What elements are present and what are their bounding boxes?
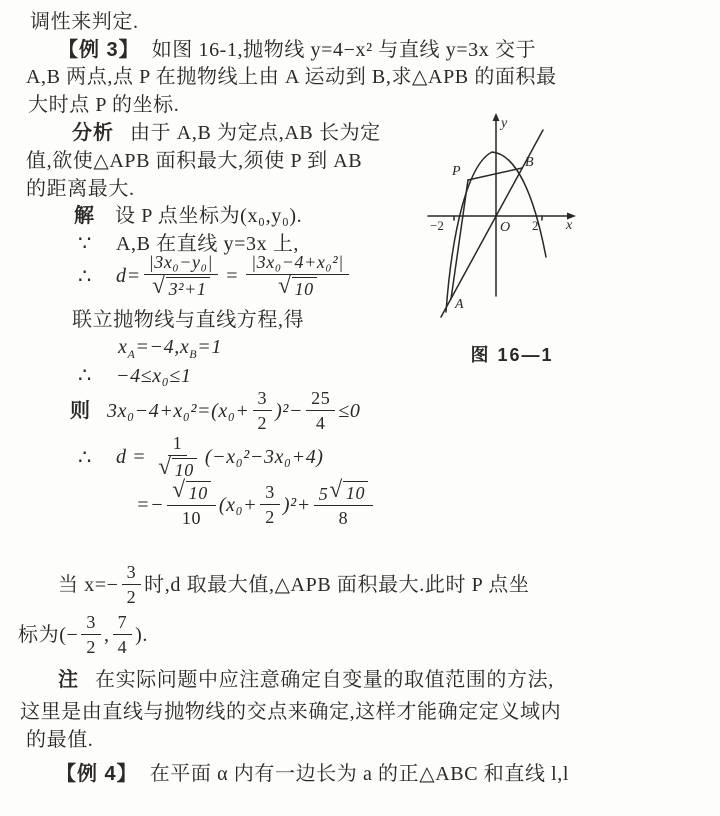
fraction: √ 10 10 [167, 481, 216, 529]
fraction: $\frac{7}{4}$ [113, 612, 133, 657]
example3-text1: 如图 16-1,抛物线 y=4−x² 与直线 y=3x 交于 [151, 39, 537, 61]
radical-sign: √ [278, 272, 292, 299]
therefore-symbol: ∴ [78, 445, 92, 469]
subscript-A: A [127, 347, 136, 361]
label-point-b: B [525, 155, 534, 170]
conclusion-line1: 当 x=− $\frac{3}{2}$ 时,d 取最大值,△APB 面积最大.此时 P 点坐 [58, 562, 530, 607]
analysis-line2: 值,欲使△APB 面积最大,须使 P 到 AB [26, 150, 363, 172]
equals-sign: = [225, 265, 240, 287]
fraction: 1 √ 10 [153, 433, 202, 481]
example3-line3: 大时点 P 的坐标. [28, 94, 180, 116]
fraction: $\frac{3}{2}$ [122, 562, 142, 607]
note-line3: 的最值. [26, 729, 94, 751]
figure-16-1 [424, 112, 600, 338]
radical-sign: √ [329, 476, 343, 503]
therefore-symbol: ∴ [78, 363, 92, 387]
example3-line2: A,B 两点,点 P 在抛物线上由 A 运动到 B,求△APB 的面积最 [26, 66, 557, 88]
fraction: |3x₀−4+x₀²| √ 10 [246, 252, 349, 300]
fraction: |3x₀−y₀| √ 3²+1 [144, 252, 218, 300]
radical-sign: √ [172, 476, 186, 503]
figure-caption: 图 16—1 [470, 345, 554, 365]
example4-label: 【例 4】 [56, 763, 138, 785]
analysis-line3: 的距离最大. [26, 178, 135, 200]
therefore-symbol: ∴ [78, 264, 92, 288]
conclusion-line2: 标为(− $\frac{3}{2}$ , $\frac{7}{4}$ ). [18, 612, 149, 657]
radical-sign: √ [152, 272, 166, 299]
ze-label: 则 [70, 400, 91, 422]
distance-lhs: d= [115, 265, 141, 287]
label-origin: O [500, 220, 511, 235]
solution-setup-line [74, 202, 302, 230]
analysis-label: 分析 [72, 122, 114, 144]
y-axis-arrow [493, 113, 500, 121]
intro-line: 调性来判定. [30, 11, 139, 33]
completing-square-line: 则 3x₀−4+x₀²=(x₀+ $\frac{3}{2}$ )²− $\frac{25}{4}$ ≤0 [70, 388, 361, 433]
example3-label: 【例 3】 [58, 39, 140, 61]
analysis-line1 [72, 119, 381, 147]
because-text: A,B 在直线 y=3x 上, [115, 233, 300, 255]
d-max-formula-line: ∴ d = 1 √ 10 (−x₀²−3x₀+4) [78, 432, 324, 480]
solution-label: 解 [74, 205, 95, 227]
fraction: 5 √ 10 8 [314, 481, 373, 529]
label-point-a: A [455, 297, 464, 312]
label-pos2: 2 [532, 218, 539, 233]
label-point-p: P [452, 164, 461, 179]
range-line: ∴ −4≤x₀≤1 [78, 363, 192, 387]
note-line2: 这里是由直线与抛物线的交点来确定,这样才能确定定义域内 [20, 701, 562, 723]
fraction: $\frac{3}{2}$ [81, 612, 101, 657]
note-line1: 注 在实际问题中应注意确定自变量的取值范围的方法, [58, 669, 554, 691]
fraction: $\frac{3}{2}$ [253, 388, 273, 433]
label-y-axis: y [501, 116, 508, 131]
fraction: $\frac{25}{4}$ [306, 388, 335, 433]
distance-formula-line [78, 250, 352, 302]
analysis-text1: 由于 A,B 为定点,AB 长为定 [130, 122, 381, 144]
because-symbol: ∵ [78, 231, 92, 255]
joint-equations-line: 联立抛物线与直线方程,得 [72, 309, 305, 331]
label-neg2: −2 [430, 218, 444, 233]
d-vertex-form-line: =− √ 10 10 (x₀+ $\frac{3}{2}$ )²+ 5 √ 10 8 [136, 481, 376, 529]
note-label: 注 [58, 669, 79, 691]
solution-setup-text: 设 P 点坐标为(x₀,y₀). [115, 205, 303, 227]
radical-sign: √ [158, 453, 172, 480]
roots-line: $x_A=-4,x_B=1$ [118, 336, 222, 361]
example3-line1 [58, 36, 536, 64]
example4-line1: 【例 4】 在平面 α 内有一边长为 a 的正△ABC 和直线 l,l [56, 763, 570, 785]
figure-svg [424, 112, 600, 338]
fraction: $\frac{3}{2}$ [260, 482, 280, 527]
subscript-B: B [189, 347, 198, 361]
label-x-axis: x [566, 218, 573, 233]
segment-pa [451, 180, 468, 299]
